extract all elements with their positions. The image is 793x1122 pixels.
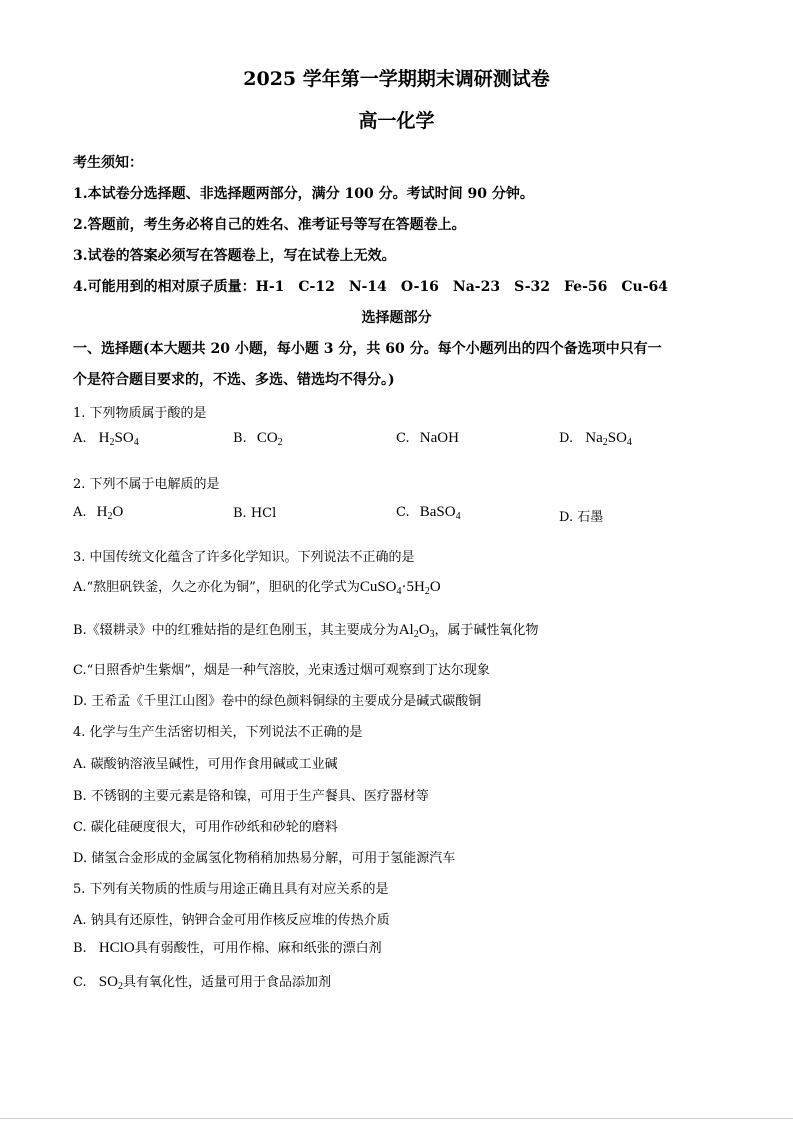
notice-item-3: 3.试卷的答案必须写在答题卷上，写在试卷上无效。 bbox=[73, 248, 396, 264]
q5-stem: 5. 下列有关物质的性质与用途正确且具有对应关系的是 bbox=[73, 882, 389, 897]
q1-option-b: B. $CO_2$ bbox=[233, 430, 283, 448]
notice-item-2: 2.答题前，考生务必将自己的姓名、准考证号等写在答题卷上。 bbox=[73, 217, 466, 233]
section-instruction-line2: 个是符合题目要求的，不选、多选、错选均不得分。) bbox=[73, 372, 395, 388]
q4-option-d: D. 储氢合金形成的金属氢化物稍稍加热易分解，可用于氢能源汽车 bbox=[73, 851, 456, 866]
section-title: 选择题部分 bbox=[361, 310, 432, 326]
q3-option-b: B.《辍耕录》中的红雅姑指的是红色刚玉，其主要成分为$Al_2O_3$，属于碱性氧化物 bbox=[73, 622, 539, 640]
q4-option-c: C. 碳化硅硬度很大，可用作砂纸和砂轮的磨料 bbox=[73, 820, 338, 835]
q2-option-b: B. HCl bbox=[233, 506, 277, 521]
q1-option-c: C. NaOH bbox=[396, 430, 459, 446]
notice-item-1: 1.本试卷分选择题、非选择题两部分，满分 100 分。考试时间 90 分钟。 bbox=[73, 186, 534, 202]
section-instruction-line1: 一、选择题(本大题共 20 小题，每小题 3 分，共 60 分。每个小题列出的四个备选项中只有一 bbox=[73, 341, 662, 357]
notice-item-4: 4.可能用到的相对原子质量：H-1 C-12 N-14 O-16 Na-23 S-32 Fe-56 Cu-64 bbox=[73, 279, 668, 295]
page-bottom-divider bbox=[0, 1118, 793, 1119]
q3-option-d: D. 王希孟《千里江山图》卷中的绿色颜料铜绿的主要成分是碱式碳酸铜 bbox=[73, 694, 482, 709]
q4-option-a: A. 碳酸钠溶液呈碱性，可用作食用碱或工业碱 bbox=[73, 757, 338, 772]
q5-option-a: A. 钠具有还原性，钠钾合金可用作核反应堆的传热介质 bbox=[73, 913, 390, 928]
exam-subject: 高一化学 bbox=[358, 110, 435, 132]
q1-option-a-formula: $H_2SO_4$ bbox=[98, 430, 139, 448]
q2-stem: 2. 下列不属于电解质的是 bbox=[73, 477, 220, 492]
q5-option-b: B. HClO具有弱酸性，可用作棉、麻和纸张的漂白剂 bbox=[73, 940, 382, 956]
q1-stem: 1. 下列物质属于酸的是 bbox=[73, 406, 207, 421]
q5-option-c: C. $SO_2$具有氧化性，适量可用于食品添加剂 bbox=[73, 974, 331, 992]
q2-option-d: D. 石墨 bbox=[559, 510, 604, 525]
exam-title: 2025 学年第一学期期末调研测试卷 bbox=[243, 68, 550, 90]
q1-option-b-formula: $CO_2$ bbox=[256, 430, 283, 448]
q3-stem: 3. 中国传统文化蕴含了许多化学知识。下列说法不正确的是 bbox=[73, 550, 415, 565]
q1-option-d-formula: $Na_2SO_4$ bbox=[585, 430, 632, 448]
q3-option-c: C.“日照香炉生紫烟”，烟是一种气溶胶，光束透过烟可观察到丁达尔现象 bbox=[73, 663, 490, 678]
q2-option-a: A. $H_2O$ bbox=[73, 504, 124, 522]
q1-option-a: A. $H_2SO_4$ bbox=[73, 430, 139, 448]
q2-option-c: C. BaSO$_4$ bbox=[396, 504, 461, 522]
q4-stem: 4. 化学与生产生活密切相关，下列说法不正确的是 bbox=[73, 725, 363, 740]
notice-heading: 考生须知： bbox=[73, 155, 143, 171]
q1-option-d: D. $Na_2SO_4$ bbox=[559, 430, 632, 448]
q4-option-b: B. 不锈钢的主要元素是铬和镍，可用于生产餐具、医疗器材等 bbox=[73, 789, 429, 804]
q3-option-a: A.“熬胆矾铁釜，久之亦化为铜”，胆矾的化学式为$CuSO_4\cdot 5H_2O$ bbox=[73, 579, 441, 597]
